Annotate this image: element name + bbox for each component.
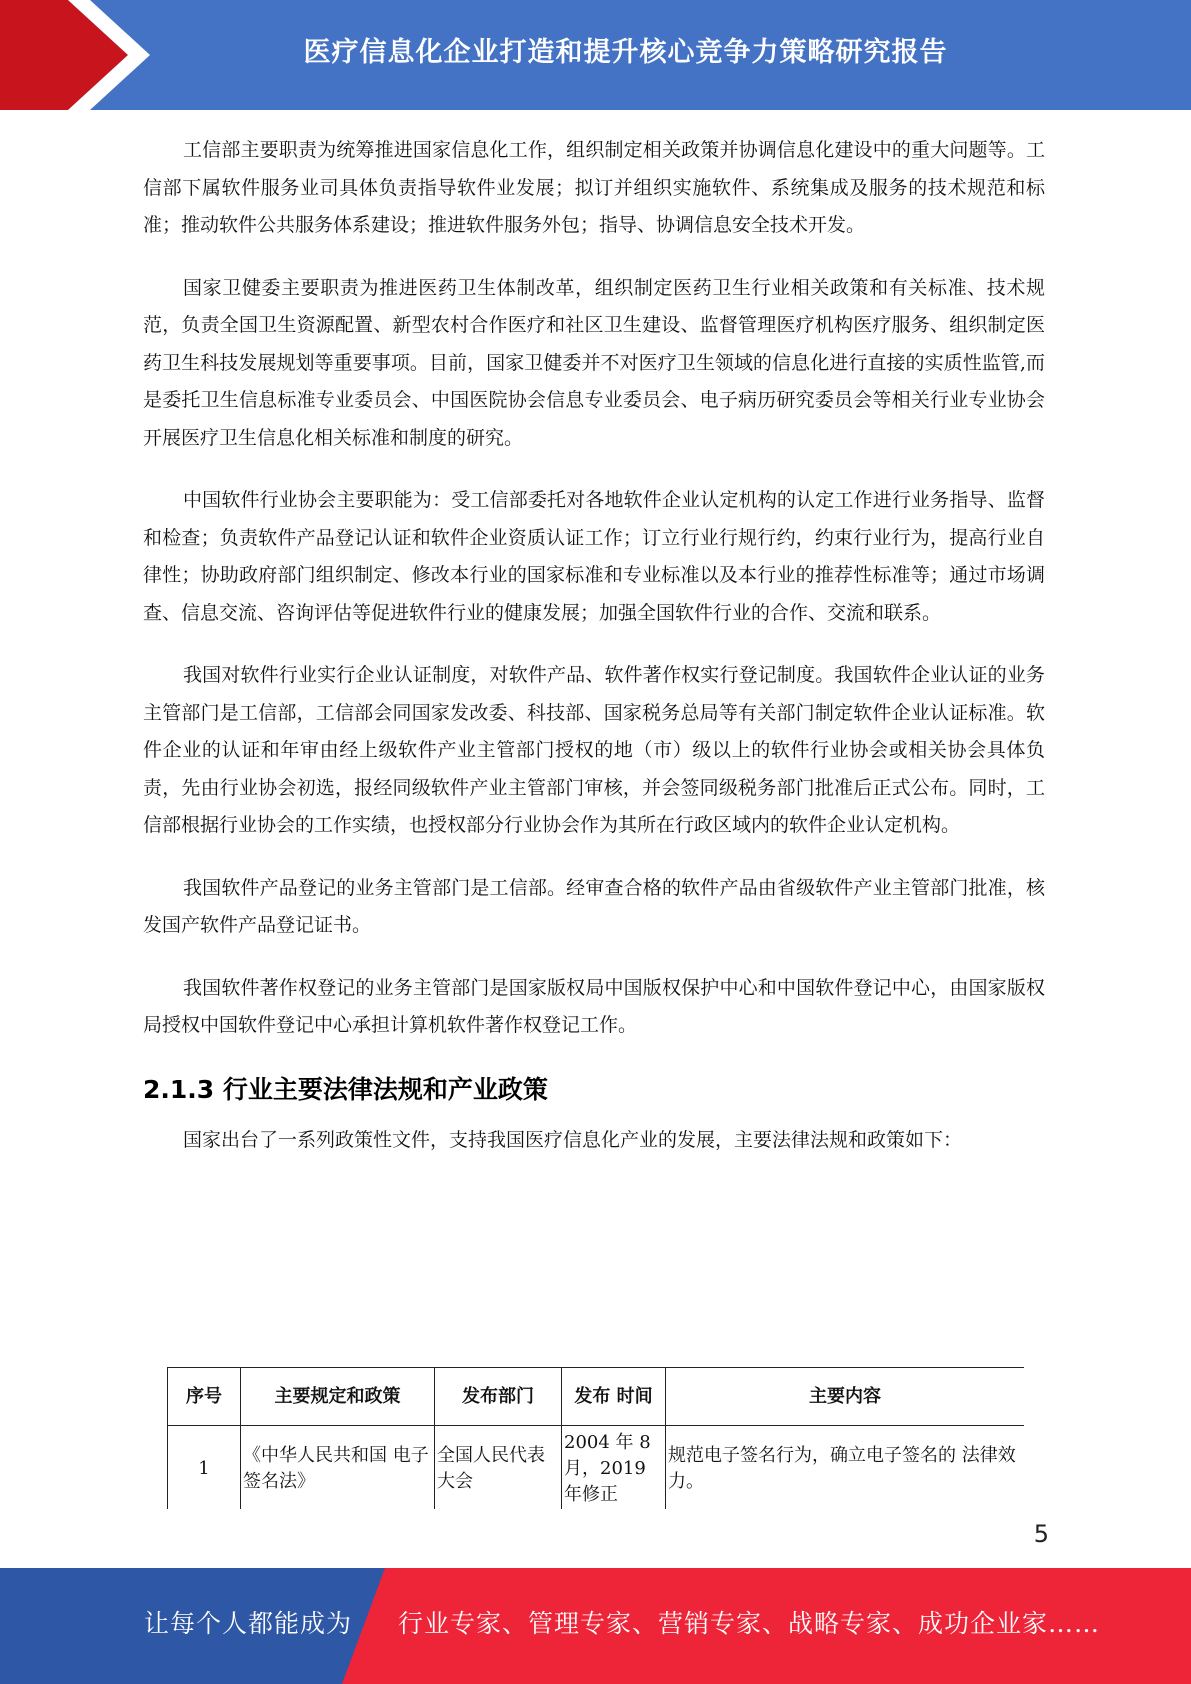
section-heading: 2.1.3 行业主要法律法规和产业政策: [143, 1074, 548, 1104]
page-header: [0, 0, 1191, 110]
paragraph-nhc: 国家卫健委主要职责为推进医药卫生体制改革，组织制定医药卫生行业相关政策和有关标准、技术规范，负责全国卫生资源配置、新型农村合作医疗和社区卫生建设、监督管理医疗机构医疗服务、组织制定医药卫生科技发展规划等重要事项。目前，国家卫健委并不对医疗卫生领域的信息化进行直接的实质性监管,而是委托卫生信息标准专业委员会、中国医院协会信息专业委员会、电子病历研究委员会等相关行业专业协会开展医疗卫生信息化相关标准和制度的研究。: [143, 276, 1045, 449]
paragraph-copyright-registration: 我国软件著作权登记的业务主管部门是国家版权局中国版权保护中心和中国软件登记中心，由国家版权局授权中国软件登记中心承担计算机软件著作权登记工作。: [143, 976, 1045, 1036]
table-header-row: [168, 1368, 1025, 1426]
header-cell-policy: 主要规定和政策: [241, 1368, 435, 1426]
cell-department: 全国人民代表大会: [435, 1426, 562, 1510]
footer-slogan-right: 行业专家、管理专家、营销专家、战略专家、成功企业家……: [398, 1609, 1101, 1638]
paragraph-miit: 工信部主要职责为统筹推进国家信息化工作，组织制定相关政策并协调信息化建设中的重大问题等。工信部下属软件服务业司具体负责指导软件业发展；拟订并组织实施软件、系统集成及服务的技术规范和标准；推动软件公共服务体系建设；推进软件服务外包；指导、协调信息安全技术开发。: [143, 139, 1045, 236]
policy-table-wrapper: [167, 1367, 1024, 1509]
page-number: 5: [1033, 1520, 1049, 1548]
header-cell-date: 发布 时间: [562, 1368, 666, 1426]
footer-slogan-left: 让每个人都能成为: [144, 1609, 353, 1638]
header-cell-no: 序号: [168, 1368, 241, 1426]
cell-policy: 《中华人民共和国 电子签名法》: [241, 1426, 435, 1510]
cell-content: 规范电子签名行为，确立电子签名的 法律效力。: [666, 1426, 1025, 1510]
table-row: [168, 1426, 1025, 1510]
policy-table: [167, 1367, 1024, 1509]
report-title: 医疗信息化企业打造和提升核心竞争力策略研究报告: [303, 37, 948, 68]
document-body: [143, 132, 1045, 1173]
paragraph-product-registration: 我国软件产品登记的业务主管部门是工信部。经审查合格的软件产品由省级软件产业主管部门批准，核发国产软件产品登记证书。: [143, 876, 1045, 936]
paragraph-csia: 中国软件行业协会主要职能为：受工信部委托对各地软件企业认定机构的认定工作进行业务指导、监督和检查；负责软件产品登记认证和软件企业资质认证工作；订立行业行规行约，约束行业行为，提高行业自律性；协助政府部门组织制定、修改本行业的国家标准和专业标准以及本行业的推荐性标准等；通过市场调查、信息交流、咨询评估等促进软件行业的健康发展；加强全国软件行业的合作、交流和联系。: [143, 489, 1045, 624]
section-intro: 国家出台了一系列政策性文件，支持我国医疗信息化产业的发展，主要法律法规和政策如下：: [183, 1128, 963, 1151]
cell-date: 2004 年 8 月，2019 年修正: [562, 1426, 666, 1510]
cell-no: 1: [168, 1426, 241, 1510]
paragraph-certification: 我国对软件行业实行企业认证制度，对软件产品、软件著作权实行登记制度。我国软件企业认证的业务主管部门是工信部，工信部会同国家发改委、科技部、国家税务总局等有关部门制定软件企业认证标准。软件企业的认证和年审由经上级软件产业主管部门授权的地（市）级以上的软件行业协会或相关协会具体负责，先由行业协会初选，报经同级软件产业主管部门审核，并会签同级税务部门批准后正式公布。同时，工信部根据行业协会的工作实绩，也授权部分行业协会作为其所在行政区域内的软件企业认定机构。: [143, 664, 1045, 836]
header-cell-content: 主要内容: [666, 1368, 1025, 1426]
page-footer: [0, 1568, 1191, 1684]
header-cell-department: 发布部门: [435, 1368, 562, 1426]
